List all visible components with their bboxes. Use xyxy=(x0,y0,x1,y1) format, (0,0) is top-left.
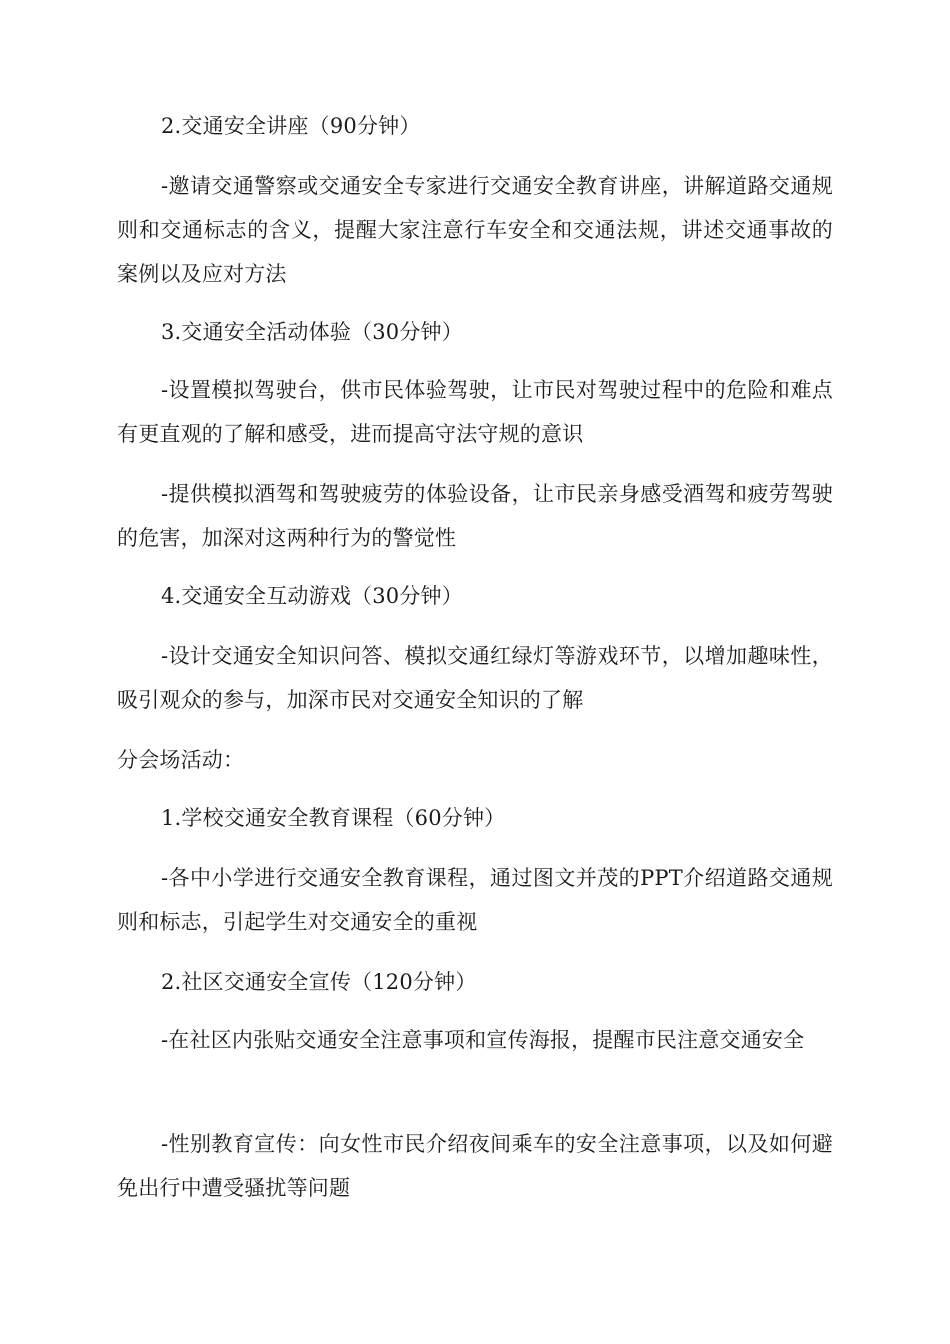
section-heading-interactive-game: 4.交通安全互动游戏（30分钟） xyxy=(161,584,463,608)
paragraph-lecture-detail: -邀请交通警察或交通安全专家进行交通安全教育讲座，讲解道路交通规则和交通标志的含义，提醒大家注意行车安全和交通法规，讲述交通事故的案例以及应对方法 xyxy=(117,174,833,286)
paragraph-game-detail: -设计交通安全知识问答、模拟交通红绿灯等游戏环节，以增加趣味性，吸引观众的参与，加深市民对交通安全知识的了解 xyxy=(117,644,833,712)
section-heading-school-course: 1.学校交通安全教育课程（60分钟） xyxy=(161,806,506,830)
paragraph-community-posters: -在社区内张贴交通安全注意事项和宣传海报，提醒市民注意交通安全 xyxy=(161,1028,805,1052)
paragraph-drunk-driving-experience: -提供模拟酒驾和驾驶疲劳的体验设备，让市民亲身感受酒驾和疲劳驾驶的危害，加深对这两种行为的警觉性 xyxy=(117,482,833,550)
paragraph-simulated-driving: -设置模拟驾驶台，供市民体验驾驶，让市民对驾驶过程中的危险和难点有更直观的了解和感受，进而提高守法守规的意识 xyxy=(117,378,833,446)
paragraph-school-course-detail: -各中小学进行交通安全教育课程，通过图文并茂的PPT介绍道路交通规则和标志，引起学生对交通安全的重视 xyxy=(117,866,833,934)
section-heading-community: 2.社区交通安全宣传（120分钟） xyxy=(161,970,477,994)
section-heading-experience: 3.交通安全活动体验（30分钟） xyxy=(161,320,463,344)
section-heading-lecture: 2.交通安全讲座（90分钟） xyxy=(161,114,421,138)
section-heading-branch-venue: 分会场活动： xyxy=(117,748,245,772)
paragraph-gender-education: -性别教育宣传：向女性市民介绍夜间乘车的安全注意事项，以及如何避免出行中遭受骚扰等问题 xyxy=(117,1132,833,1200)
